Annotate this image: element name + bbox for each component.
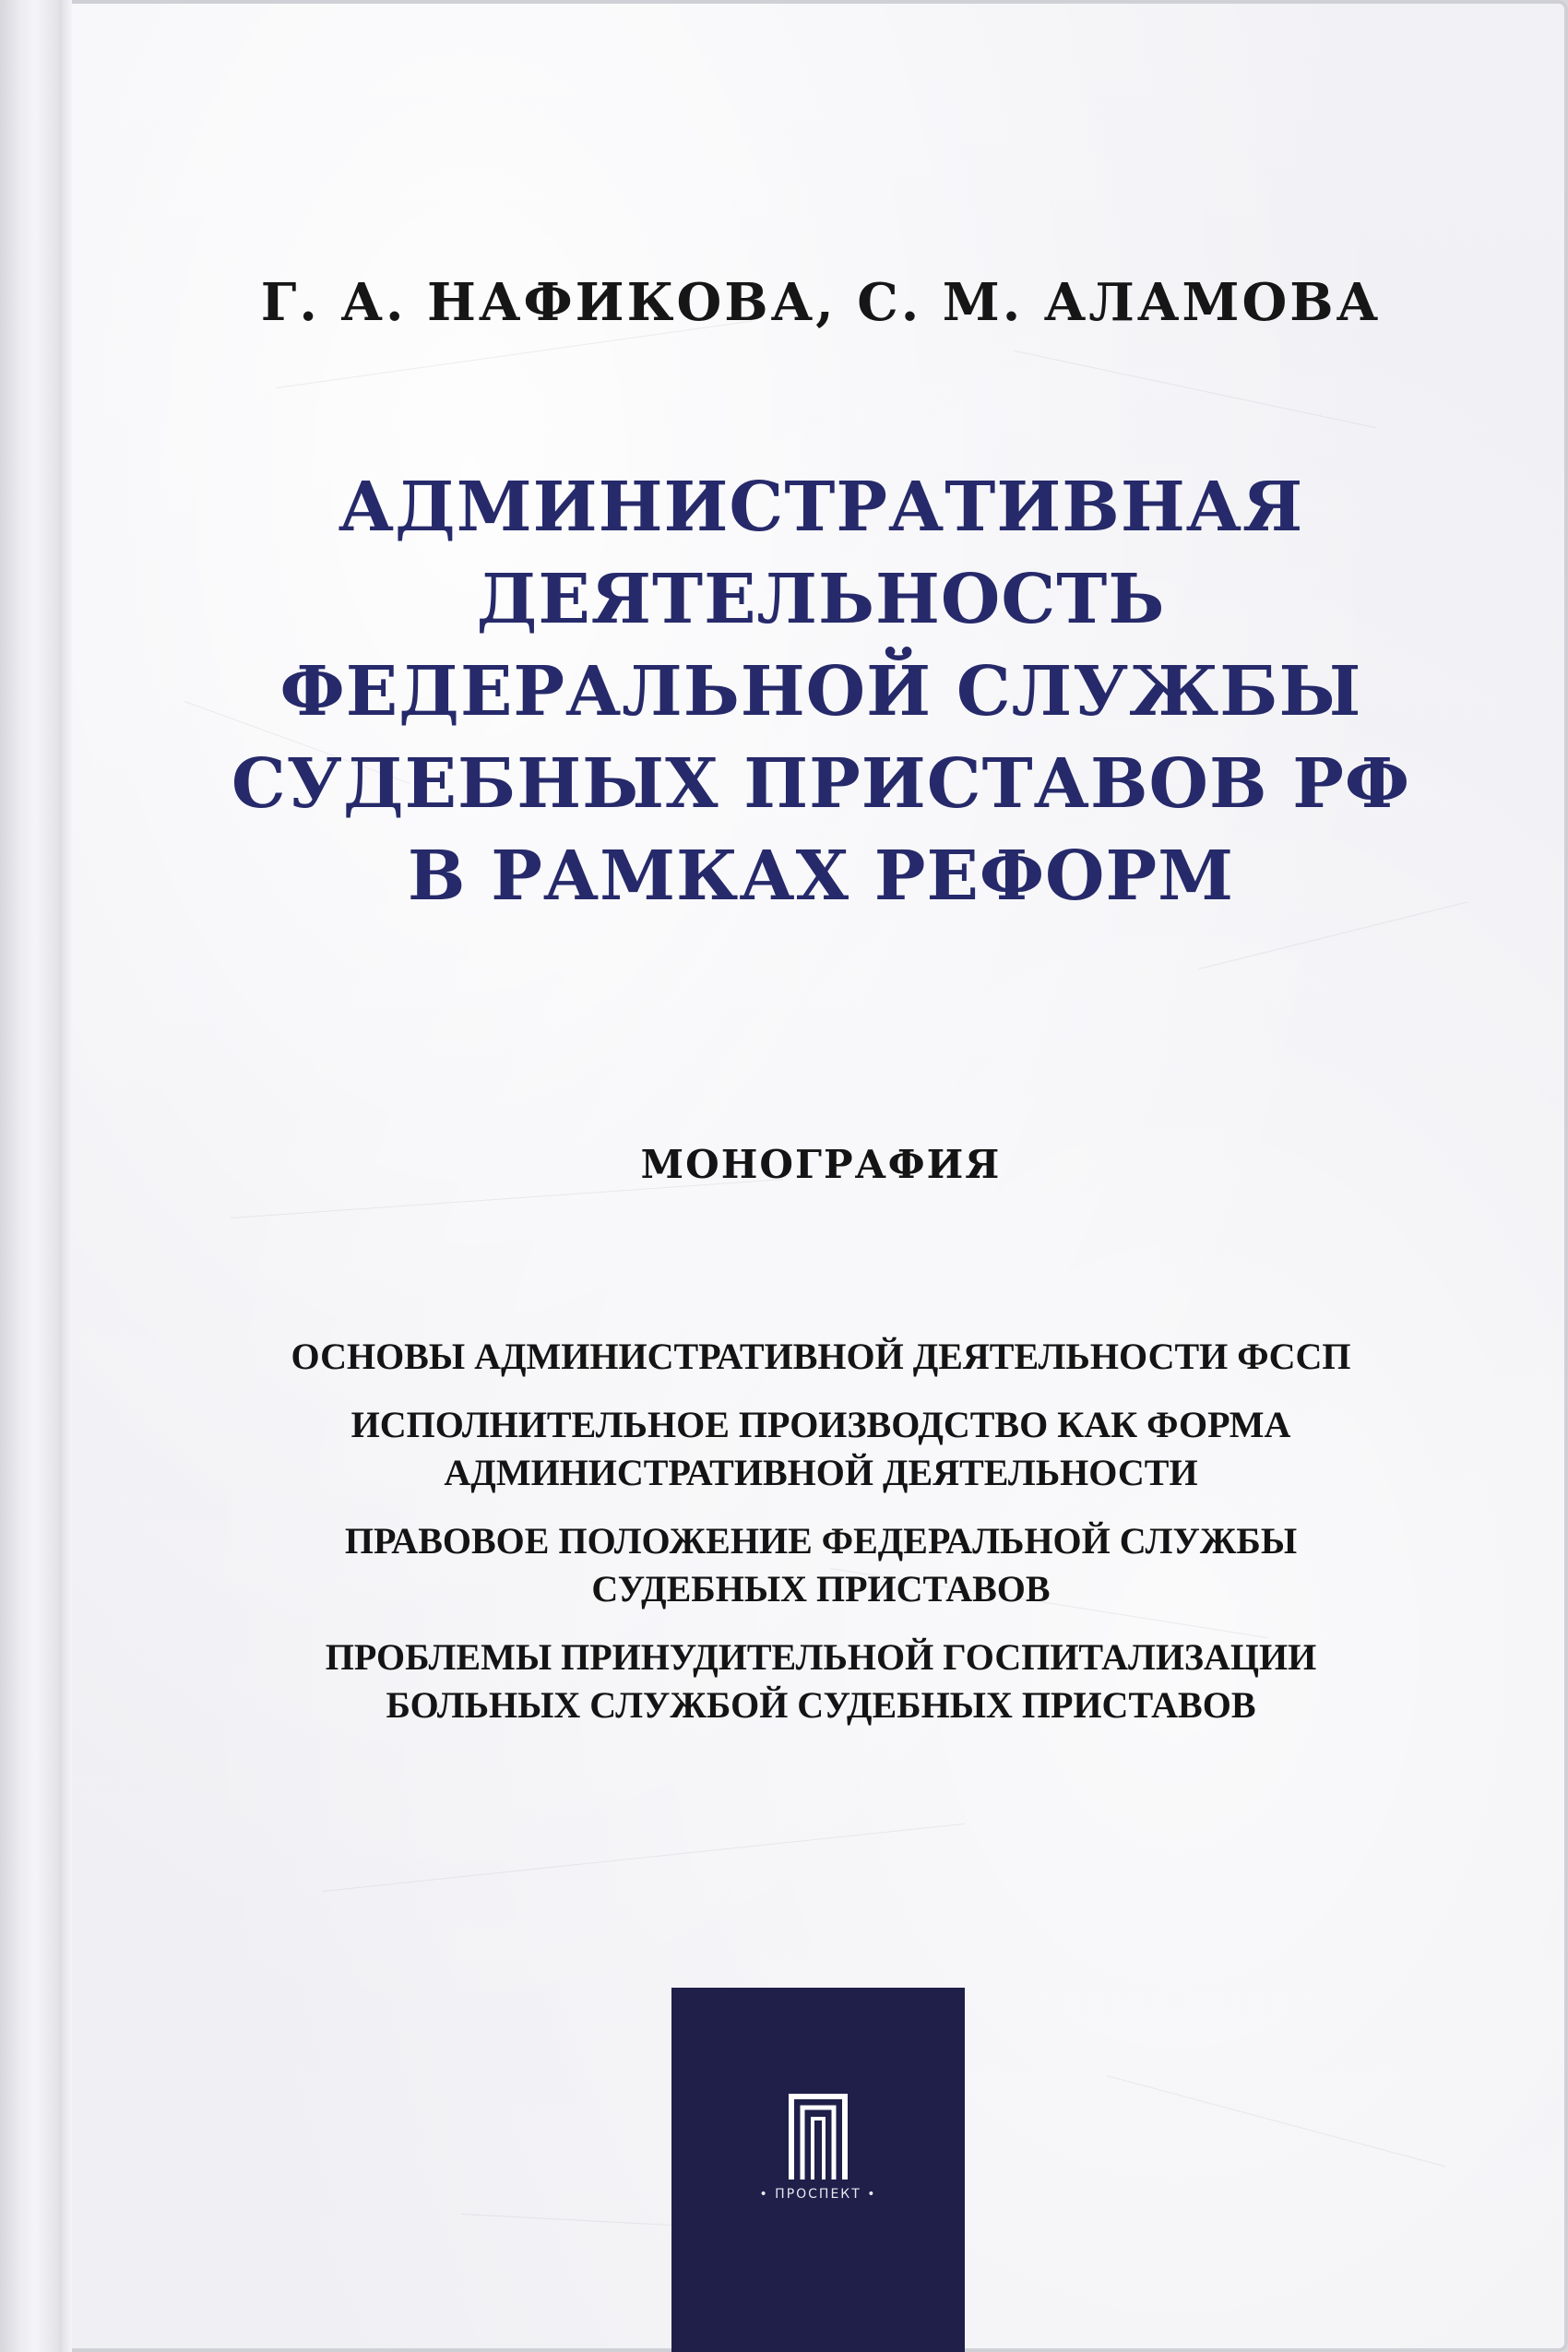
title-line: АДМИНИСТРАТИВНАЯ bbox=[338, 468, 1304, 547]
topic-item bbox=[74, 1517, 1568, 1613]
texture-scratch bbox=[323, 1823, 965, 1892]
topic-line: БОЛЬНЫХ СЛУЖБОЙ СУДЕБНЫХ ПРИСТАВОВ bbox=[386, 1684, 1256, 1726]
authors: Г. А. НАФИКОВА, С. М. АЛАМОВА bbox=[260, 272, 1382, 333]
topic-line: ОСНОВЫ АДМИНИСТРАТИВНОЙ ДЕЯТЕЛЬНОСТИ ФССП bbox=[291, 1336, 1351, 1377]
cover-spine-hinge bbox=[0, 0, 61, 2352]
book-title bbox=[74, 461, 1568, 922]
cover-spine-groove bbox=[59, 0, 72, 2352]
genre-label: МОНОГРАФИЯ bbox=[640, 1142, 1002, 1187]
topic-line: ИСПОЛНИТЕЛЬНОЕ ПРОИЗВОДСТВО КАК ФОРМА bbox=[350, 1404, 1291, 1445]
topic-line: СУДЕБНЫХ ПРИСТАВОВ bbox=[591, 1568, 1051, 1610]
title-line: В РАМКАХ РЕФОРМ bbox=[407, 837, 1235, 916]
prospekt-arch-icon bbox=[788, 2091, 849, 2183]
topic-line: ПРОБЛЕМЫ ПРИНУДИТЕЛЬНОЙ ГОСПИТАЛИЗАЦИИ bbox=[325, 1636, 1317, 1678]
topics-list bbox=[74, 1333, 1568, 1750]
publisher-block bbox=[671, 1988, 965, 2352]
texture-scratch bbox=[1015, 350, 1375, 428]
publisher-name: • ПРОСПЕКТ • bbox=[759, 2187, 877, 2202]
topic-item bbox=[74, 1333, 1568, 1381]
title-line: ФЕДЕРАЛЬНОЙ СЛУЖБЫ bbox=[279, 652, 1362, 731]
topic-item bbox=[74, 1401, 1568, 1497]
texture-scratch bbox=[1107, 2075, 1445, 2167]
topic-item bbox=[74, 1633, 1568, 1729]
title-line: ДЕЯТЕЛЬНОСТЬ bbox=[476, 560, 1166, 639]
topic-line: АДМИНИСТРАТИВНОЙ ДЕЯТЕЛЬНОСТИ bbox=[444, 1452, 1198, 1493]
title-line: СУДЕБНЫХ ПРИСТАВОВ РФ bbox=[231, 744, 1411, 824]
topic-line: ПРАВОВОЕ ПОЛОЖЕНИЕ ФЕДЕРАЛЬНОЙ СЛУЖБЫ bbox=[344, 1520, 1298, 1562]
